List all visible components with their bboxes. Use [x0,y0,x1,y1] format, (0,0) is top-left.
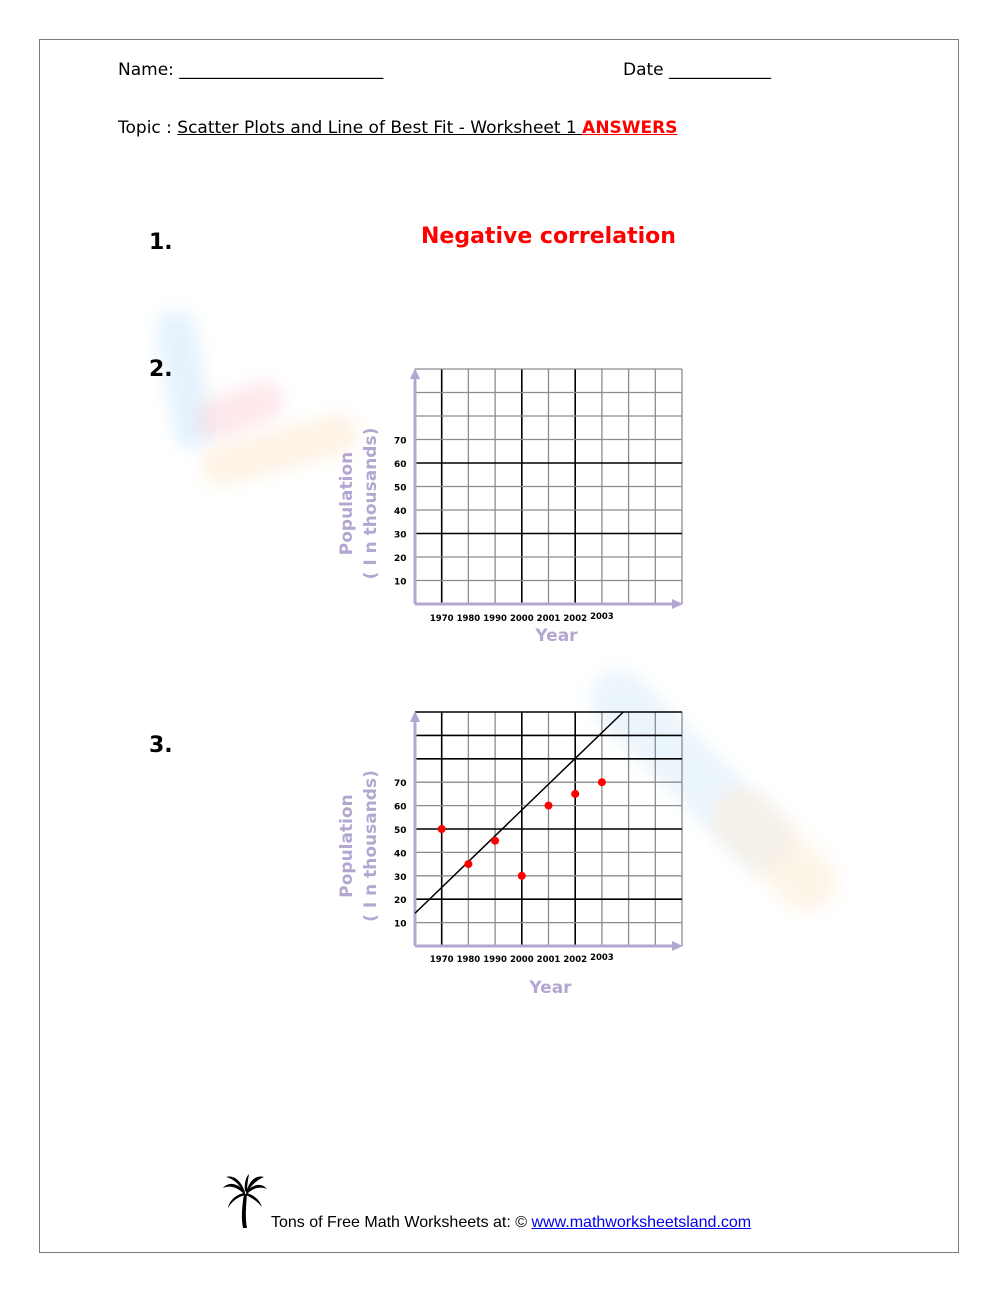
y-tick-label: 60 [394,802,407,813]
palm-tree-icon [222,1174,268,1230]
x-tick-label: 1970 [429,614,454,624]
footer-website-link[interactable]: www.mathworksheetsland.com [531,1214,752,1231]
x-tick-label: 2002 [563,614,588,624]
y-axis-label: ( I n thousands) [361,770,381,922]
x-tick-label: 2003 [590,612,614,622]
y-tick-label: 50 [394,826,407,836]
question-2-number: 2. [149,357,173,382]
x-tick-label: 1980 [456,955,481,965]
y-tick-label: 40 [394,849,407,860]
y-tick-label: 30 [394,530,407,541]
y-axis-label: Population [337,451,357,556]
x-tick-label: 1970 [429,955,454,965]
x-tick-label: 2000 [509,614,534,624]
y-tick-label: 50 [394,483,407,494]
topic-prefix: Topic : [118,118,178,138]
y-tick-label: 20 [394,554,407,564]
y-tick-label: 60 [394,460,407,470]
y-axis-label: Population [337,794,357,898]
y-tick-label: 70 [394,436,407,447]
x-tick-label: 1990 [483,955,507,965]
question-1-number: 1. [149,230,173,255]
question-3-number: 3. [149,733,173,758]
date-field-label: Date ____________ [623,60,772,80]
x-tick-label: 1990 [483,614,507,624]
x-tick-label: 2001 [536,955,561,965]
x-tick-label: 2003 [590,953,614,963]
y-tick-label: 70 [394,779,407,790]
y-tick-label: 10 [394,577,407,588]
topic-title: Scatter Plots and Line of Best Fit - Worksheet 1 [177,118,583,138]
y-tick-label: 40 [394,507,407,517]
y-tick-label: 10 [394,919,407,930]
x-axis-label: Year [529,978,572,998]
name-field-label: Name: ________________________ [118,60,384,80]
x-tick-label: 2001 [536,614,561,624]
footer-credit [271,1214,751,1232]
question-1-answer: Negative correlation [421,224,676,249]
y-tick-label: 20 [394,896,407,907]
page-border [39,39,959,1253]
topic-line [118,118,677,138]
x-axis-label: Year [535,626,578,646]
x-tick-label: 1980 [456,614,481,624]
x-tick-label: 2000 [509,955,534,965]
footer-text: Tons of Free Math Worksheets at: © [271,1214,532,1231]
answers-badge: ANSWERS [582,118,678,138]
y-tick-label: 30 [394,872,407,883]
x-tick-label: 2002 [563,955,588,965]
y-axis-label: ( I n thousands) [361,427,381,580]
